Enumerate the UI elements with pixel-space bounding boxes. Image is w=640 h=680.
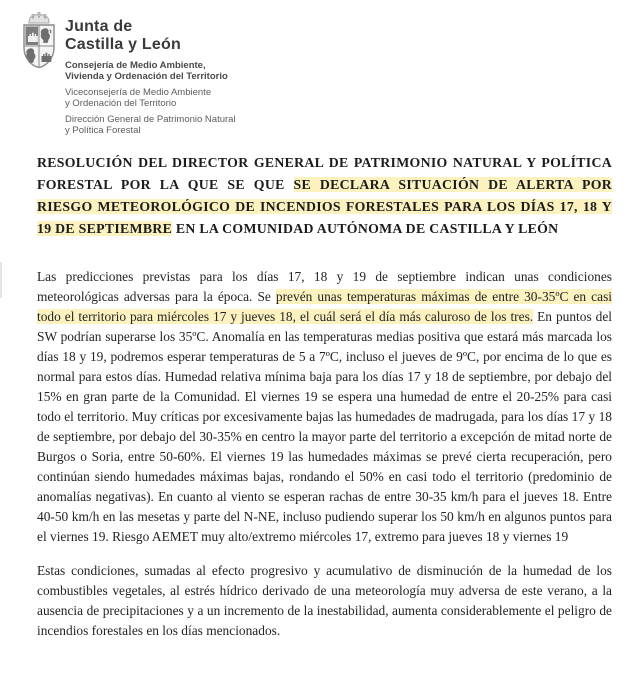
text-run: RESOLUCIÓN DEL DIRECTOR GENERAL DE PATRIMONIO NATURAL Y POLÍTICA FORESTAL POR LA QUE SE QUE <box>37 155 612 192</box>
department-name: Consejería de Medio Ambiente, Vivienda y Ordenación del Territorio <box>65 60 228 82</box>
coat-of-arms-icon <box>20 8 58 75</box>
text-run: EN LA COMUNIDAD AUTÓNOMA DE CASTILLA Y LEÓN <box>172 221 559 236</box>
highlighted-text: SE DECLARA SITUACIÓN DE ALERTA POR RIESGO METEOROLÓGICO DE INCENDIOS FORESTALES PARA LOS DÍAS 17, 18 Y 19 DE SEPTIEMBRE <box>37 177 612 236</box>
org-text-block <box>65 8 236 136</box>
text-run: Las predicciones previstas para los días 17, 18 y 19 de septiembre indican unas condiciones meteorológicas adversas para la época. Se <box>37 269 612 304</box>
scan-artifact <box>0 262 2 298</box>
document-body <box>37 152 612 655</box>
general-direction-name: Dirección General de Patrimonio Natural y Política Forestal <box>65 114 236 136</box>
body-paragraph-2 <box>37 561 612 641</box>
text-run: En puntos del SW podrían superarse los 35ºC. Anomalía en las temperaturas medias positiva que estará más marcada los días 18 y 19, podremos esperar temperaturas de 5 a 7ºC, incluso el jueves de 9ºC, por encima de lo que es normal para estos días. Humedad relativa mínima baja para los días 17 y 18 de septiembre, por debajo del 15% en gran parte de la Comunidad. El viernes 19 se espera una humedad de entre el 20-25% para casi todo el territorio. Muy críticas por excesivamente bajas las humedades de madrugada, para los días 17 y 18 de septiembre, por debajo del 30-35% en centro la mayor parte del territorio a excepción de mitad norte de Burgos o Soria, entre 50-60%. El viernes 19 las humedades máximas se prevé cierta recuperación, pero continúan siendo humedades máximas bajas, rondando el 50% en casi todo el territorio (predominio de anomalías negativas). En cuanto al viento se esperan rachas de entre 30-35 km/h para el jueves 18. Entre 40-50 km/h en las mesetas y parte del N-NE, incluso pudiendo superar los 50 km/h en algunos puntos para el viernes 19. Riesgo AEMET muy alto/extremo miércoles 17, extremo para jueves 18 y viernes 19 <box>37 309 612 544</box>
org-name-line1: Junta de <box>65 18 133 35</box>
body-paragraph-1 <box>37 267 612 547</box>
org-name-line2: Castilla y León <box>65 36 181 53</box>
vice-department-name: Viceconsejería de Medio Ambiente y Ordenación del Territorio <box>65 87 212 109</box>
crown-icon <box>29 12 49 23</box>
org-name <box>65 18 236 54</box>
highlighted-text: prevén unas temperaturas máximas de entre 30-35ºC en casi todo el territorio para miércoles 17 y jueves 18, el cuál será el día más caluroso de los tres. <box>37 289 613 324</box>
resolution-title <box>37 152 612 240</box>
org-header <box>20 8 236 136</box>
text-run: Estas condiciones, sumadas al efecto progresivo y acumulativo de disminución de la humedad de los combustibles vegetales, al estrés hídrico derivado de una meteorología muy adversa de este verano, a la ausencia de precipitaciones y a un incremento de la inestabilidad, aumenta considerablemente el peligro de incendios forestales en los días mencionados. <box>37 563 612 638</box>
